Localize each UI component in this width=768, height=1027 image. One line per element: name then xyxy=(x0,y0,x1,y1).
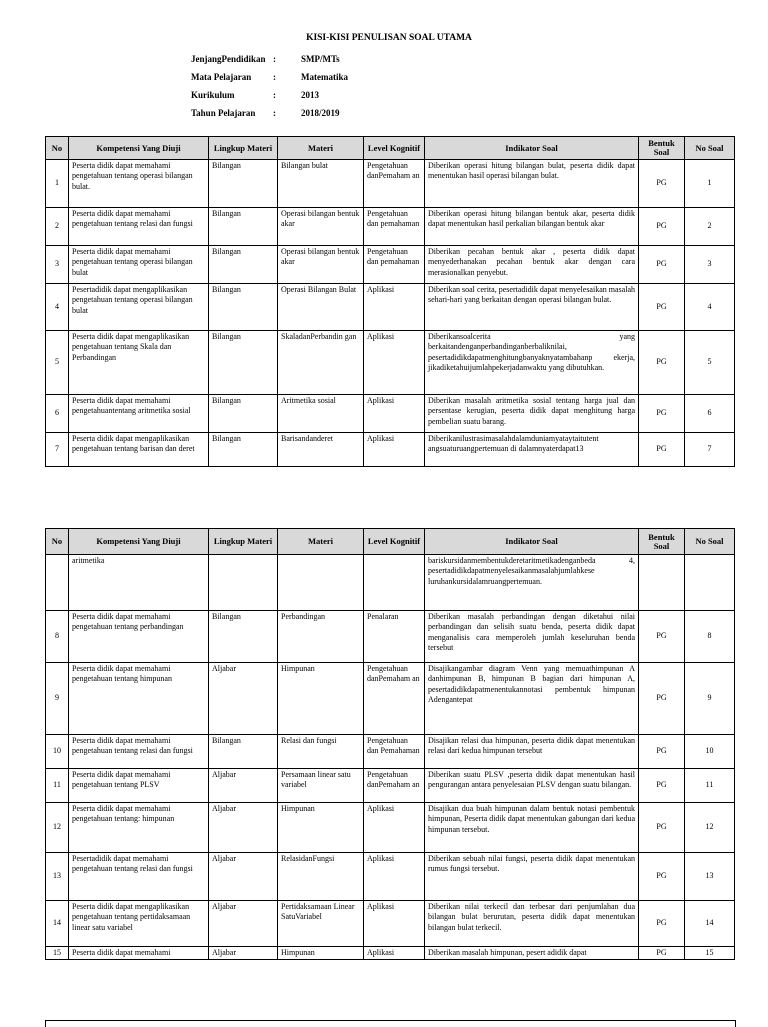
cell-kompetensi: Peserta didik dapat memahami pengetahuan tentang: himpunan xyxy=(69,803,209,853)
meta-row-mapel xyxy=(191,72,348,90)
cell-lingkup: Bilangan xyxy=(209,208,278,246)
cell-bentuk: PG xyxy=(639,284,685,331)
cell-bentuk: PG xyxy=(639,611,685,663)
cell-lingkup: Aljabar xyxy=(209,663,278,735)
cell-nosoal: 8 xyxy=(685,611,735,663)
cell-bentuk: PG xyxy=(639,853,685,901)
cell-nosoal: 9 xyxy=(685,663,735,735)
cell-indikator: Diberikan pecahan bentuk akar , peserta didik dapat menyederhanakan pecahan bentuk akar dengan cara merasionalkan penyebut. xyxy=(425,246,639,284)
cell-bentuk: PG xyxy=(639,901,685,947)
meta-sep: : xyxy=(273,54,276,64)
cell-no: 1 xyxy=(46,160,69,208)
header-bentuk: Bentuk Soal xyxy=(639,529,685,555)
cell-no: 12 xyxy=(46,803,69,853)
header-level: Level Kognitif xyxy=(364,137,425,160)
cell-level: Aplikasi xyxy=(364,395,425,433)
table-row xyxy=(46,555,735,611)
cell-kompetensi: Peserta didik dapat memahami pengetahuan tentang operasi bilangan bulat. xyxy=(69,160,209,208)
table-row xyxy=(46,947,735,960)
cell-materi xyxy=(278,555,364,611)
meta-sep: : xyxy=(273,72,276,82)
meta-label: Kurikulum xyxy=(191,90,235,100)
cell-materi: Operasi Bilangan Bulat xyxy=(278,284,364,331)
table-row xyxy=(46,803,735,853)
cell-materi: Bilangan bulat xyxy=(278,160,364,208)
cell-level: Aplikasi xyxy=(364,853,425,901)
cell-materi: Barisandanderet xyxy=(278,433,364,467)
cell-materi: Pertidaksamaan Linear SatuVariabel xyxy=(278,901,364,947)
header-kompetensi: Kompetensi Yang Diuji xyxy=(69,137,209,160)
cell-nosoal: 12 xyxy=(685,803,735,853)
meta-value: 2018/2019 xyxy=(301,108,340,118)
cell-bentuk: PG xyxy=(639,769,685,803)
cell-nosoal xyxy=(685,555,735,611)
cell-lingkup: Aljabar xyxy=(209,901,278,947)
cell-level: Aplikasi xyxy=(364,284,425,331)
cell-kompetensi: Peserta didik dapat mengaplikasikan pengetahuan tentang Skala dan Perbandingan xyxy=(69,331,209,395)
cell-level: Aplikasi xyxy=(364,331,425,395)
cell-indikator: bariskursidanmembentukderetaritmetikadenganbeda 4, pesertadidikdapatmenyelesaikanmasalahjumlahkese luruhankursidalamruangpertemuan. xyxy=(425,555,639,611)
cell-no: 10 xyxy=(46,735,69,769)
cell-nosoal: 3 xyxy=(685,246,735,284)
cell-nosoal: 7 xyxy=(685,433,735,467)
header-indikator: Indikator Soal xyxy=(425,529,639,555)
cell-materi: Operasi bilangan bentuk akar xyxy=(278,208,364,246)
table-row xyxy=(46,284,735,331)
cell-materi: Operasi bilangan bentuk akar xyxy=(278,246,364,284)
cell-kompetensi: Peserta didik dapat memahami pengetahuantentang aritmetika sosial xyxy=(69,395,209,433)
cell-kompetensi: Peserta didik dapat memahami pengetahuan tentang relasi dan fungsi xyxy=(69,735,209,769)
meta-row-kurikulum xyxy=(191,90,348,108)
meta-label: Mata Pelajaran xyxy=(191,72,252,82)
cell-indikator: Diberikan nilai terkecil dan terbesar dari penjumlahan dua bilangan bulat berurutan, peserta didik dapat menentukan bilangan bulat terkecil. xyxy=(425,901,639,947)
cell-lingkup xyxy=(209,555,278,611)
header-lingkup: Lingkup Materi xyxy=(209,529,278,555)
cell-indikator: Diberikan operasi hitung bilangan bulat, peserta didik dapat menentukan hasil operasi bilangan bulat. xyxy=(425,160,639,208)
cell-no: 13 xyxy=(46,853,69,901)
cell-level: Pengetahuan danPemaham an xyxy=(364,160,425,208)
header-materi: Materi xyxy=(278,137,364,160)
cell-level: Pengetahuan dan pemahaman xyxy=(364,208,425,246)
table-header-row xyxy=(46,137,735,160)
kisi-table-page-1 xyxy=(45,136,735,467)
cell-no: 9 xyxy=(46,663,69,735)
table-row xyxy=(46,853,735,901)
cell-no: 11 xyxy=(46,769,69,803)
cell-materi: Himpunan xyxy=(278,947,364,960)
cell-no: 4 xyxy=(46,284,69,331)
table-row xyxy=(46,208,735,246)
cell-level xyxy=(364,555,425,611)
table-row xyxy=(46,160,735,208)
cell-kompetensi: Pesertadidik dapat mengaplikasikan pengetahuan tentang operasi bilangan bulat xyxy=(69,284,209,331)
header-no: No xyxy=(46,137,69,160)
table-row xyxy=(46,246,735,284)
meta-row-jenjang xyxy=(191,54,348,72)
meta-sep: : xyxy=(273,90,276,100)
cell-lingkup: Bilangan xyxy=(209,433,278,467)
cell-bentuk: PG xyxy=(639,433,685,467)
header-indikator: Indikator Soal xyxy=(425,137,639,160)
cell-nosoal: 1 xyxy=(685,160,735,208)
table-row xyxy=(46,769,735,803)
meta-value: Matematika xyxy=(301,72,348,82)
table-row xyxy=(46,611,735,663)
cell-kompetensi: Pesertadidik dapat memahami pengetahuan tentang relasi dan fungsi xyxy=(69,853,209,901)
cell-no: 14 xyxy=(46,901,69,947)
table-row xyxy=(46,663,735,735)
cell-no: 2 xyxy=(46,208,69,246)
cell-lingkup: Aljabar xyxy=(209,803,278,853)
cell-nosoal: 15 xyxy=(685,947,735,960)
cell-level: Pengetahuan dan Pemahaman xyxy=(364,735,425,769)
cell-materi: Perbandingan xyxy=(278,611,364,663)
cell-no xyxy=(46,555,69,611)
table-row xyxy=(46,735,735,769)
cell-lingkup: Bilangan xyxy=(209,735,278,769)
table-row xyxy=(46,395,735,433)
cell-kompetensi: Peserta didik dapat memahami pengetahuan tentang operasi bilangan bulat xyxy=(69,246,209,284)
cell-lingkup: Bilangan xyxy=(209,160,278,208)
cell-kompetensi: Peserta didik dapat mengaplikasikan pengetahuan tentang pertidaksamaan linear satu variabel xyxy=(69,901,209,947)
cell-lingkup: Bilangan xyxy=(209,611,278,663)
cell-kompetensi: Peserta didik dapat memahami xyxy=(69,947,209,960)
header-materi: Materi xyxy=(278,529,364,555)
cell-indikator: Diberikan suatu PLSV ,peserta didik dapat menentukan hasil pengurangan antara penyelesaian PLSV dengan suatu bilangan. xyxy=(425,769,639,803)
cell-bentuk: PG xyxy=(639,395,685,433)
cell-nosoal: 14 xyxy=(685,901,735,947)
cell-indikator: Diberikan sebuah nilai fungsi, peserta didik dapat menentukan rumus fungsi tersebut. xyxy=(425,853,639,901)
table-row xyxy=(46,433,735,467)
table-row xyxy=(46,331,735,395)
cell-no: 7 xyxy=(46,433,69,467)
cell-indikator: Diberikan masalah himpunan, pesert adidik dapat xyxy=(425,947,639,960)
table-header-row xyxy=(46,529,735,555)
cell-indikator: Diberikan masalah aritmetika sosial tentang harga jual dan persentase kerugian, peserta didik dapat menghitung harga pembelian suatu barang. xyxy=(425,395,639,433)
cell-kompetensi: Peserta didik dapat memahami pengetahuan tentang perbandingan xyxy=(69,611,209,663)
cell-indikator: Disajikangambar diagram Venn yang memuathimpunan A danhimpunan B, himpunan B bagian dari himpunan A, pesertadidikdapatmenentukannotasi pembentuk himpunan Adengantepat xyxy=(425,663,639,735)
cell-indikator: Disajikan relasi dua himpunan, peserta didik dapat menentukan relasi dari kedua himpunan tersebut xyxy=(425,735,639,769)
cell-lingkup: Aljabar xyxy=(209,853,278,901)
cell-no: 5 xyxy=(46,331,69,395)
kisi-table-page-2 xyxy=(45,528,735,960)
document-meta xyxy=(191,54,348,126)
cell-materi: Relasi dan fungsi xyxy=(278,735,364,769)
cell-indikator: Disajikan dua buah himpunan dalam bentuk notasi pembentuk himpunan, Peserta didik dapat menentukan gabungan dari kedua himpunan tersebut. xyxy=(425,803,639,853)
cell-indikator: Diberikansoalcerita yang berkaitandenganperbandinganberbaliknilai, pesertadidikdapatmenghitungbanyaknyatambahanp ekerja, jikadiketahuijumlahpekerjadanwaktu yang dibutuhkan. xyxy=(425,331,639,395)
cell-bentuk: PG xyxy=(639,803,685,853)
cell-nosoal: 4 xyxy=(685,284,735,331)
cell-no: 15 xyxy=(46,947,69,960)
cell-level: Aplikasi xyxy=(364,433,425,467)
meta-value: SMP/MTs xyxy=(301,54,340,64)
header-lingkup: Lingkup Materi xyxy=(209,137,278,160)
cell-nosoal: 10 xyxy=(685,735,735,769)
cell-nosoal: 13 xyxy=(685,853,735,901)
cell-nosoal: 11 xyxy=(685,769,735,803)
cell-indikator: Diberikanilustrasimasalahdalamduniamyataytaitutent angsuaturuangpertemuan di dalamnyaterdapat13 xyxy=(425,433,639,467)
cell-kompetensi: Peserta didik dapat memahami pengetahuan tentang relasi dan fungsi xyxy=(69,208,209,246)
cell-bentuk: PG xyxy=(639,663,685,735)
cell-bentuk: PG xyxy=(639,947,685,960)
cell-lingkup: Bilangan xyxy=(209,331,278,395)
header-nosoal: No Soal xyxy=(685,137,735,160)
cell-level: Aplikasi xyxy=(364,947,425,960)
cell-bentuk: PG xyxy=(639,246,685,284)
cell-nosoal: 6 xyxy=(685,395,735,433)
document-title: KISI-KISI PENULISAN SOAL UTAMA xyxy=(306,33,472,43)
cell-bentuk: PG xyxy=(639,208,685,246)
meta-sep: : xyxy=(273,108,276,118)
cell-level: Pengetahuan danPemaham an xyxy=(364,663,425,735)
cell-materi: Persamaan linear satu variabel xyxy=(278,769,364,803)
cell-indikator: Diberikan operasi hitung bilangan bentuk akar, peserta didik dapat menentukan hasil perkalian bilangan bentuk akar xyxy=(425,208,639,246)
cell-nosoal: 2 xyxy=(685,208,735,246)
cell-kompetensi: Peserta didik dapat memahami pengetahuan tentang PLSV xyxy=(69,769,209,803)
header-nosoal: No Soal xyxy=(685,529,735,555)
cell-materi: SkaladanPerbandin gan xyxy=(278,331,364,395)
cell-kompetensi: aritmetika xyxy=(69,555,209,611)
cell-level: Aplikasi xyxy=(364,803,425,853)
cell-materi: Himpunan xyxy=(278,803,364,853)
cell-indikator: Diberikan masalah perbandingan dengan diketahui nilai perbandingan dan selisih suatu benda, peserta didik dapat menganalisis cara memperoleh jumlah keseluruhan benda tersebut xyxy=(425,611,639,663)
header-no: No xyxy=(46,529,69,555)
cell-nosoal: 5 xyxy=(685,331,735,395)
cell-bentuk xyxy=(639,555,685,611)
cell-level: Pengetahuan danPemaham an xyxy=(364,769,425,803)
meta-label: JenjangPendidikan xyxy=(191,54,266,64)
cell-level: Pengetahuan dan pemahaman xyxy=(364,246,425,284)
cell-lingkup: Aljabar xyxy=(209,947,278,960)
cell-no: 3 xyxy=(46,246,69,284)
cell-no: 8 xyxy=(46,611,69,663)
cell-materi: RelasidanFungsi xyxy=(278,853,364,901)
cell-bentuk: PG xyxy=(639,160,685,208)
table-row xyxy=(46,901,735,947)
cell-indikator: Diberikan soal cerita, pesertadidik dapat menyelesaikan masalah sehari-hari yang berkaitan dengan operasi bilangan bulat. xyxy=(425,284,639,331)
cell-lingkup: Bilangan xyxy=(209,284,278,331)
cell-level: Aplikasi xyxy=(364,901,425,947)
meta-label: Tahun Pelajaran xyxy=(191,108,256,118)
cell-lingkup: Bilangan xyxy=(209,246,278,284)
cell-no: 6 xyxy=(46,395,69,433)
cell-materi: Himpunan xyxy=(278,663,364,735)
cell-kompetensi: Peserta didik dapat mengaplikasikan pengetahuan tentang barisan dan deret xyxy=(69,433,209,467)
meta-value: 2013 xyxy=(301,90,319,100)
cell-materi: Aritmetika sosial xyxy=(278,395,364,433)
header-kompetensi: Kompetensi Yang Diuji xyxy=(69,529,209,555)
cell-kompetensi: Peserta didik dapat memahami pengetahuan tentang himpunan xyxy=(69,663,209,735)
meta-row-tahun xyxy=(191,108,348,126)
cell-bentuk: PG xyxy=(639,331,685,395)
header-level: Level Kognitif xyxy=(364,529,425,555)
header-bentuk: Bentuk Soal xyxy=(639,137,685,160)
cell-lingkup: Aljabar xyxy=(209,769,278,803)
cell-bentuk: PG xyxy=(639,735,685,769)
cell-lingkup: Bilangan xyxy=(209,395,278,433)
cell-level: Penalaran xyxy=(364,611,425,663)
